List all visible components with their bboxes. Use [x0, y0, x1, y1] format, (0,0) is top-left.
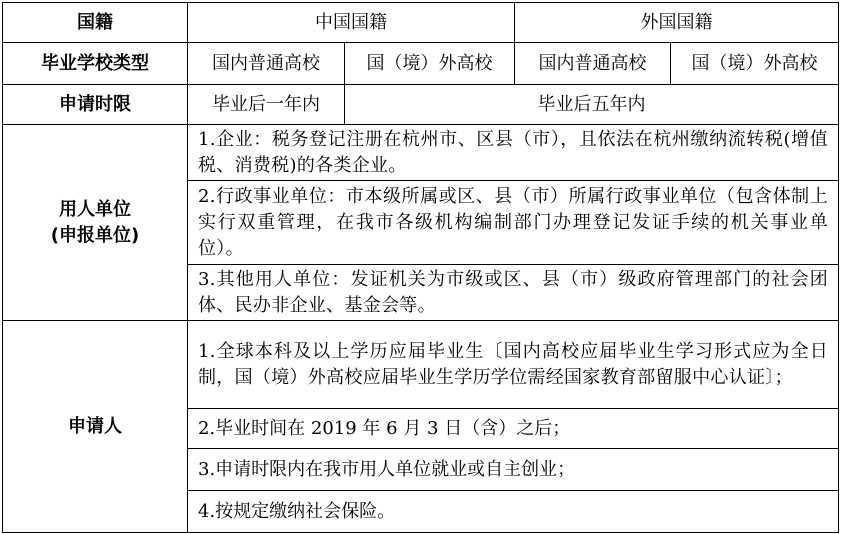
employer-label-line1: 用人单位: [59, 198, 131, 220]
employer-label: [3, 125, 188, 321]
nationality-label: 国籍: [3, 3, 188, 43]
applicant-item: 3.申请时限内在我市用人单位就业或自主创业；: [188, 449, 839, 491]
foreign-nationality-cell: 外国国籍: [515, 3, 839, 43]
chinese-nationality-cell: 中国国籍: [188, 3, 515, 43]
school-type-cell: 国内普通高校: [188, 43, 345, 85]
applicant-item: 1.全球本科及以上学历应届毕业生〔国内高校应届毕业生学习形式应为全日制，国（境）外高校应届毕业生学历学位需经国家教育部留服中心认证〕；: [188, 321, 839, 409]
applicant-label: 申请人: [3, 321, 188, 533]
employer-row: [3, 125, 839, 181]
employer-item: 3.其他用人单位：发证机关为市级或区、县（市）级政府管理部门的社会团体、民办非企业、基金会等。: [188, 265, 839, 321]
deadline-row: [3, 85, 839, 125]
deadline-label: 申请时限: [3, 85, 188, 125]
policy-table: [2, 2, 839, 533]
school-type-label: 毕业学校类型: [3, 43, 188, 85]
applicant-row: [3, 321, 839, 409]
applicant-item: 4.按规定缴纳社会保险。: [188, 491, 839, 533]
school-type-cell: 国内普通高校: [515, 43, 671, 85]
employer-item: 2.行政事业单位：市本级所属或区、县（市）所属行政事业单位（包含体制上实行双重管理，在我市各级机构编制部门办理登记发证手续的机关事业单位）。: [188, 181, 839, 265]
nationality-row: [3, 3, 839, 43]
deadline-five-years-cell: 毕业后五年内: [345, 85, 839, 125]
employer-item: 1.企业：税务登记注册在杭州市、区县（市），且依法在杭州缴纳流转税(增值税、消费税)的各类企业。: [188, 125, 839, 181]
applicant-item: 2.毕业时间在 2019 年 6 月 3 日（含）之后；: [188, 409, 839, 449]
school-type-cell: 国（境）外高校: [671, 43, 839, 85]
school-type-cell: 国（境）外高校: [345, 43, 515, 85]
school-type-row: [3, 43, 839, 85]
deadline-one-year-cell: 毕业后一年内: [188, 85, 345, 125]
employer-label-line2: (申报单位): [50, 224, 140, 246]
